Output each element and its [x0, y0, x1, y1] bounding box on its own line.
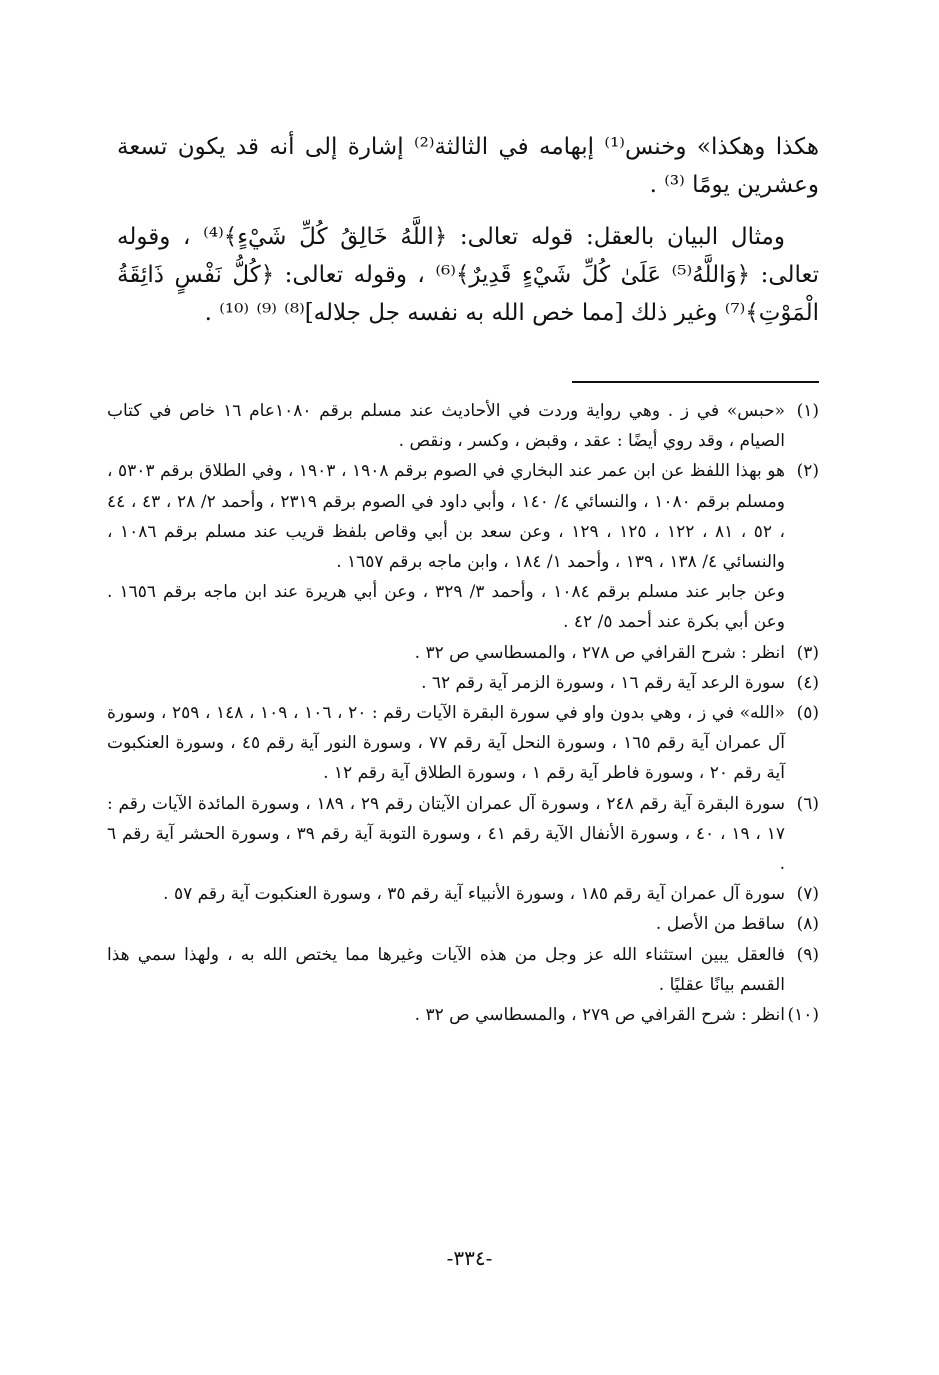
footnote-number: (٢) [796, 461, 819, 482]
footnote-number: (٤) [796, 672, 819, 693]
footnote-number: (٣) [796, 642, 819, 663]
footnote-text [107, 456, 785, 637]
footnote-6 [107, 789, 819, 880]
main-paragraph-1: هكذا وهكذا» وخنس⁽¹⁾ إبهامه في الثالثة⁽²⁾ إشارة إلى أنه قد يكون تسعة وعشرين يومًا ⁽³⁾ . [117, 134, 820, 198]
footnote-7 [107, 879, 819, 909]
footnote-number: (٦) [796, 793, 819, 814]
footnote-number: (٩) [796, 944, 819, 965]
footnote-text [107, 668, 785, 698]
footnote-line: سورة البقرة آية رقم ٢٤٨ ، وسورة آل عمران الآيتان رقم ٢٩ ، ١٨٩ ، وسورة المائدة الآيات رقم : ١٧ ، ١٩ ، ٤٠ ، وسورة الأنفال الآية رقم ٤١ ، وسورة التوبة آية رقم ٣٩ ، وسورة الحشر آية رقم ٦ . [107, 793, 785, 875]
footnotes-list [107, 396, 819, 1030]
footnote-text [107, 789, 785, 880]
footnote-line: ساقط من الأصل . [655, 914, 785, 935]
footnote-9 [107, 940, 819, 1000]
footnote-line: «حبس» في ز . وهي رواية وردت في الأحاديث عند مسلم برقم ١٠٨٠عام ١٦ خاص في كتاب الصيام ، وقد روي أيضًا : عقد ، وقبض ، وكسر ، ونقص . [107, 401, 785, 452]
footnote-3 [107, 638, 819, 668]
footnote-line: انظر : شرح القرافي ص ٢٧٨ ، والمسطاسي ص ٣٢ . [414, 642, 785, 663]
footnote-text [107, 638, 785, 668]
footnote-line: سورة آل عمران آية رقم ١٨٥ ، وسورة الأنبياء آية رقم ٣٥ ، وسورة العنكبوت آية رقم ٥٧ . [163, 884, 785, 905]
footnote-10 [107, 1000, 819, 1030]
footnote-text [107, 940, 785, 1000]
footnote-4 [107, 668, 819, 698]
footnote-number: (٥) [796, 703, 819, 724]
footnote-separator [572, 381, 819, 383]
footnote-text [107, 1000, 785, 1030]
footnote-text [107, 396, 785, 456]
footnote-line: هو بهذا اللفظ عن ابن عمر عند البخاري في الصوم برقم ١٩٠٨ ، ١٩٠٣ ، وفي الطلاق برقم ٥٣٠٣ ، ومسلم برقم ١٠٨٠ ، والنسائي ٤/ ١٤٠ ، وأبي داود في الصوم برقم ٢٣١٩ ، وأحمد ٢/ ٢٨ ، ٤٣ ، ٤٤ ، ٥٢ ، ٨١ ، ١٢٢ ، ١٢٥ ، ١٢٩ ، وعن سعد بن أبي وقاص بلفظ قريب عند مسلم برقم ١٠٨٦ ، والنسائي ٤/ ١٣٨ ، ١٣٩ ، وأحمد ١/ ١٨٤ ، وابن ماجه برقم ١٦٥٧ . [107, 461, 786, 573]
footnote-text [107, 698, 785, 789]
footnote-5 [107, 698, 819, 789]
footnote-number: (١٠) [787, 1005, 819, 1026]
footnote-8 [107, 909, 819, 939]
main-paragraph-2: ومثال البيان بالعقل: قوله تعالى: ﴿اللَّهُ خَالِقُ كُلِّ شَيْءٍ﴾⁽⁴⁾ ، وقوله تعالى: ﴿وَاللَّهُ⁽⁵⁾ عَلَىٰ كُلِّ شَيْءٍ قَدِيرٌ﴾⁽⁶⁾ ، وقوله تعالى: ﴿كُلُّ نَفْسٍ ذَائِقَةُ الْمَوْتِ﴾⁽⁷⁾ وغير ذلك [مما خص الله به نفسه جل جلاله]⁽⁸⁾ ⁽⁹⁾ ⁽¹⁰⁾ . [117, 224, 819, 326]
footnote-text [107, 879, 785, 909]
page-number: -٣٣٤- [446, 1246, 493, 1270]
footnote-text [107, 909, 785, 939]
footnote-number: (١) [796, 401, 819, 421]
footnote-number: (٧) [796, 884, 819, 905]
footnote-line: وعن جابر عند مسلم برقم ١٠٨٤ ، وأحمد ٣/ ٣٢٩ ، وعن أبي هريرة عند ابن ماجه برقم ١٦٥٦ . وعن أبي بكرة عند أحمد ٥/ ٤٢ . [107, 582, 785, 633]
main-text [117, 128, 819, 332]
footnote-line: سورة الرعد آية رقم ١٦ ، وسورة الزمر آية رقم ٦٢ . [421, 672, 785, 693]
footnote-1 [107, 396, 819, 456]
footnote-line: فالعقل يبين استثناء الله عز وجل من هذه الآيات وغيرها مما يختص الله به ، ولهذا سمي هذا القسم بيانًا عقليًا . [107, 944, 785, 995]
footnote-number: (٨) [796, 914, 819, 935]
footnote-line: انظر : شرح القرافي ص ٢٧٩ ، والمسطاسي ص ٣٢ . [414, 1005, 785, 1026]
footnote-2 [107, 456, 819, 637]
footnote-line: «الله» في ز ، وهي بدون واو في سورة البقرة الآيات رقم : ٢٠ ، ١٠٦ ، ١٠٩ ، ١٤٨ ، ٢٥٩ ، وسورة آل عمران آية رقم ١٦٥ ، وسورة النحل آية رقم ٧٧ ، وسورة النور آية رقم ٤٥ ، وسورة العنكبوت آية رقم ٢٠ ، وسورة فاطر آية رقم ١ ، وسورة الطلاق آية رقم ١٢ . [107, 703, 786, 784]
